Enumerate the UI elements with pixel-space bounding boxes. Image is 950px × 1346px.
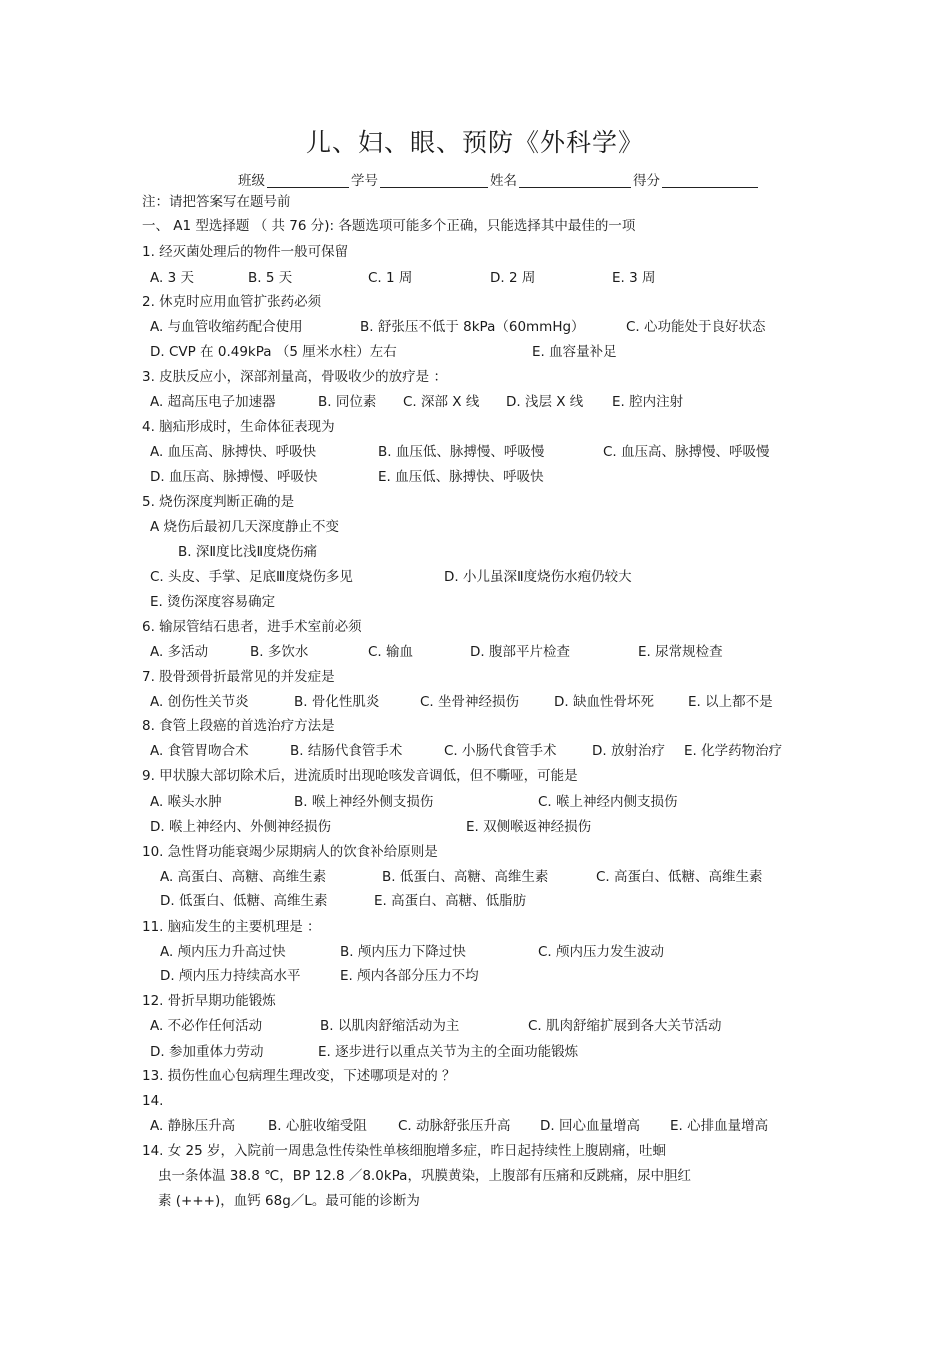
- class-label: 班级: [238, 173, 265, 189]
- answer-note: 注：请把答案写在题号前: [142, 194, 291, 210]
- option-d[interactable]: D. 低蛋白、低糖、高维生素: [160, 893, 328, 909]
- question-5-stem: 5. 烧伤深度判断正确的是: [142, 494, 295, 510]
- option-c[interactable]: C. 血压高、脉搏慢、呼吸慢: [603, 444, 770, 460]
- option-c[interactable]: C. 心功能处于良好状态: [626, 319, 766, 335]
- option-e[interactable]: E. 腔内注射: [612, 394, 684, 410]
- option-e[interactable]: E. 3 周: [612, 270, 656, 286]
- option-e[interactable]: E. 心排血量增高: [670, 1118, 769, 1134]
- option-c[interactable]: C. 颅内压力发生波动: [538, 944, 665, 960]
- option-a[interactable]: A. 与血管收缩药配合使用: [150, 319, 303, 335]
- option-e[interactable]: E. 尿常规检查: [638, 644, 723, 660]
- option-b[interactable]: B. 多饮水: [250, 644, 309, 660]
- page-title: 儿、妇、眼、预防《外科学》: [305, 128, 644, 157]
- option-d[interactable]: D. 2 周: [490, 270, 536, 286]
- question-11-stem: 11. 脑疝发生的主要机理是 ：: [142, 919, 321, 935]
- score-blank[interactable]: [662, 173, 758, 188]
- option-e[interactable]: E. 血压低、脉搏快、呼吸快: [378, 469, 544, 485]
- option-e[interactable]: E. 逐步进行以重点关节为主的全面功能锻炼: [318, 1044, 579, 1060]
- option-d[interactable]: D. CVP 在 0.49kPa （5 厘米水柱）左右: [150, 344, 397, 360]
- option-a[interactable]: A. 创伤性关节炎: [150, 694, 249, 710]
- option-b[interactable]: B. 颅内压力下降过快: [340, 944, 466, 960]
- option-e[interactable]: E. 双侧喉返神经损伤: [466, 819, 592, 835]
- option-d[interactable]: D. 回心血量增高: [540, 1118, 640, 1134]
- option-b[interactable]: B. 低蛋白、高糖、高维生素: [382, 869, 549, 885]
- option-e[interactable]: E. 化学药物治疗: [684, 743, 783, 759]
- option-d[interactable]: D. 放射治疗: [592, 743, 665, 759]
- option-b[interactable]: B. 血压低、脉搏慢、呼吸慢: [378, 444, 545, 460]
- option-d[interactable]: D. 血压高、脉搏慢、呼吸快: [150, 469, 318, 485]
- option-b[interactable]: B. 骨化性肌炎: [294, 694, 380, 710]
- question-14-stem-line1: 14. 女 25 岁，入院前一周患急性传染性单核细胞增多症，昨日起持续性上腹剧痛，吐蛔: [142, 1143, 667, 1159]
- option-b[interactable]: B. 5 天: [248, 270, 293, 286]
- option-b[interactable]: B. 舒张压不低于 8kPa（60mmHg）: [360, 319, 585, 335]
- option-a[interactable]: A. 超高压电子加速器: [150, 394, 276, 410]
- option-e[interactable]: E. 以上都不是: [688, 694, 773, 710]
- option-b[interactable]: B. 喉上神经外侧支损伤: [294, 794, 434, 810]
- question-8-stem: 8. 食管上段癌的首选治疗方法是: [142, 718, 335, 734]
- question-4-stem: 4. 脑疝形成时，生命体征表现为: [142, 419, 335, 435]
- option-e[interactable]: E. 烫伤深度容易确定: [150, 594, 276, 610]
- option-d[interactable]: D. 浅层 X 线: [506, 394, 584, 410]
- question-14-stem-line3: 素 (+++)，血钙 68g／L。最可能的诊断为: [158, 1193, 420, 1209]
- section-heading: 一、 A1 型选择题 （ 共 76 分): 各题选项可能多个正确，只能选择其中最佳的一项: [142, 218, 636, 234]
- option-c[interactable]: C. 头皮、手掌、足底Ⅲ度烧伤多见: [150, 569, 353, 585]
- option-a[interactable]: A. 血压高、脉搏快、呼吸快: [150, 444, 317, 460]
- option-c[interactable]: C. 输血: [368, 644, 414, 660]
- option-d[interactable]: D. 参加重体力劳动: [150, 1044, 264, 1060]
- option-d[interactable]: D. 腹部平片检查: [470, 644, 570, 660]
- class-blank[interactable]: [267, 173, 349, 188]
- option-d[interactable]: D. 小儿虽深Ⅱ度烧伤水疱仍较大: [444, 569, 632, 585]
- question-3-stem: 3. 皮肤反应小，深部剂量高，骨吸收少的放疗是 ：: [142, 369, 447, 385]
- option-a[interactable]: A. 不必作任何活动: [150, 1018, 263, 1034]
- option-c[interactable]: C. 小肠代食管手术: [444, 743, 557, 759]
- option-a[interactable]: A. 颅内压力升高过快: [160, 944, 286, 960]
- option-d[interactable]: D. 颅内压力持续高水平: [160, 968, 301, 984]
- option-c[interactable]: C. 1 周: [368, 270, 413, 286]
- id-label: 学号: [351, 173, 378, 189]
- option-b[interactable]: B. 同位素: [318, 394, 377, 410]
- name-blank[interactable]: [519, 173, 631, 188]
- question-10-stem: 10. 急性肾功能衰竭少尿期病人的饮食补给原则是: [142, 844, 438, 860]
- option-c[interactable]: C. 喉上神经内侧支损伤: [538, 794, 678, 810]
- option-a[interactable]: A. 3 天: [150, 270, 194, 286]
- option-e[interactable]: E. 颅内各部分压力不均: [340, 968, 479, 984]
- option-a[interactable]: A. 喉头水肿: [150, 794, 222, 810]
- question-6-stem: 6. 输尿管结石患者，进手术室前必须: [142, 619, 362, 635]
- option-a[interactable]: A. 食管胃吻合术: [150, 743, 249, 759]
- score-label: 得分: [633, 173, 660, 189]
- question-14-stem-line2: 虫一条体温 38.8 ℃，BP 12.8 ／8.0kPa，巩膜黄染，上腹部有压痛和反跳痛，尿中胆红: [158, 1168, 691, 1184]
- option-b[interactable]: B. 结肠代食管手术: [290, 743, 403, 759]
- name-label: 姓名: [490, 173, 517, 189]
- option-a[interactable]: A 烧伤后最初几天深度静止不变: [150, 519, 340, 535]
- option-b[interactable]: B. 以肌肉舒缩活动为主: [320, 1018, 460, 1034]
- option-b[interactable]: B. 深Ⅱ度比浅Ⅱ度烧伤痛: [178, 544, 318, 560]
- option-c[interactable]: C. 动脉舒张压升高: [398, 1118, 511, 1134]
- option-b[interactable]: B. 心脏收缩受阻: [268, 1118, 367, 1134]
- option-c[interactable]: C. 高蛋白、低糖、高维生素: [596, 869, 763, 885]
- question-2-stem: 2. 休克时应用血管扩张药必须: [142, 294, 322, 310]
- student-info-line: [238, 169, 760, 189]
- question-13-stem: 13. 损伤性血心包病理生理改变，下述哪项是对的 ？: [142, 1068, 456, 1084]
- question-7-stem: 7. 股骨颈骨折最常见的并发症是: [142, 669, 335, 685]
- option-a[interactable]: A. 多活动: [150, 644, 209, 660]
- question-1-stem: 1. 经灭菌处理后的物件一般可保留: [142, 244, 349, 260]
- option-a[interactable]: A. 静脉压升高: [150, 1118, 236, 1134]
- option-c[interactable]: C. 肌肉舒缩扩展到各大关节活动: [528, 1018, 722, 1034]
- option-e[interactable]: E. 高蛋白、高糖、低脂肪: [374, 893, 527, 909]
- question-9-stem: 9. 甲状腺大部切除术后，进流质时出现呛咳发音调低，但不嘶哑，可能是: [142, 768, 578, 784]
- question-13-extra-number: 14.: [142, 1093, 164, 1109]
- option-e[interactable]: E. 血容量补足: [532, 344, 617, 360]
- option-c[interactable]: C. 坐骨神经损伤: [420, 694, 520, 710]
- option-c[interactable]: C. 深部 X 线: [403, 394, 480, 410]
- option-d[interactable]: D. 缺血性骨坏死: [554, 694, 654, 710]
- id-blank[interactable]: [380, 173, 488, 188]
- option-a[interactable]: A. 高蛋白、高糖、高维生素: [160, 869, 327, 885]
- question-12-stem: 12. 骨折早期功能锻炼: [142, 993, 276, 1009]
- option-d[interactable]: D. 喉上神经内、外侧神经损伤: [150, 819, 331, 835]
